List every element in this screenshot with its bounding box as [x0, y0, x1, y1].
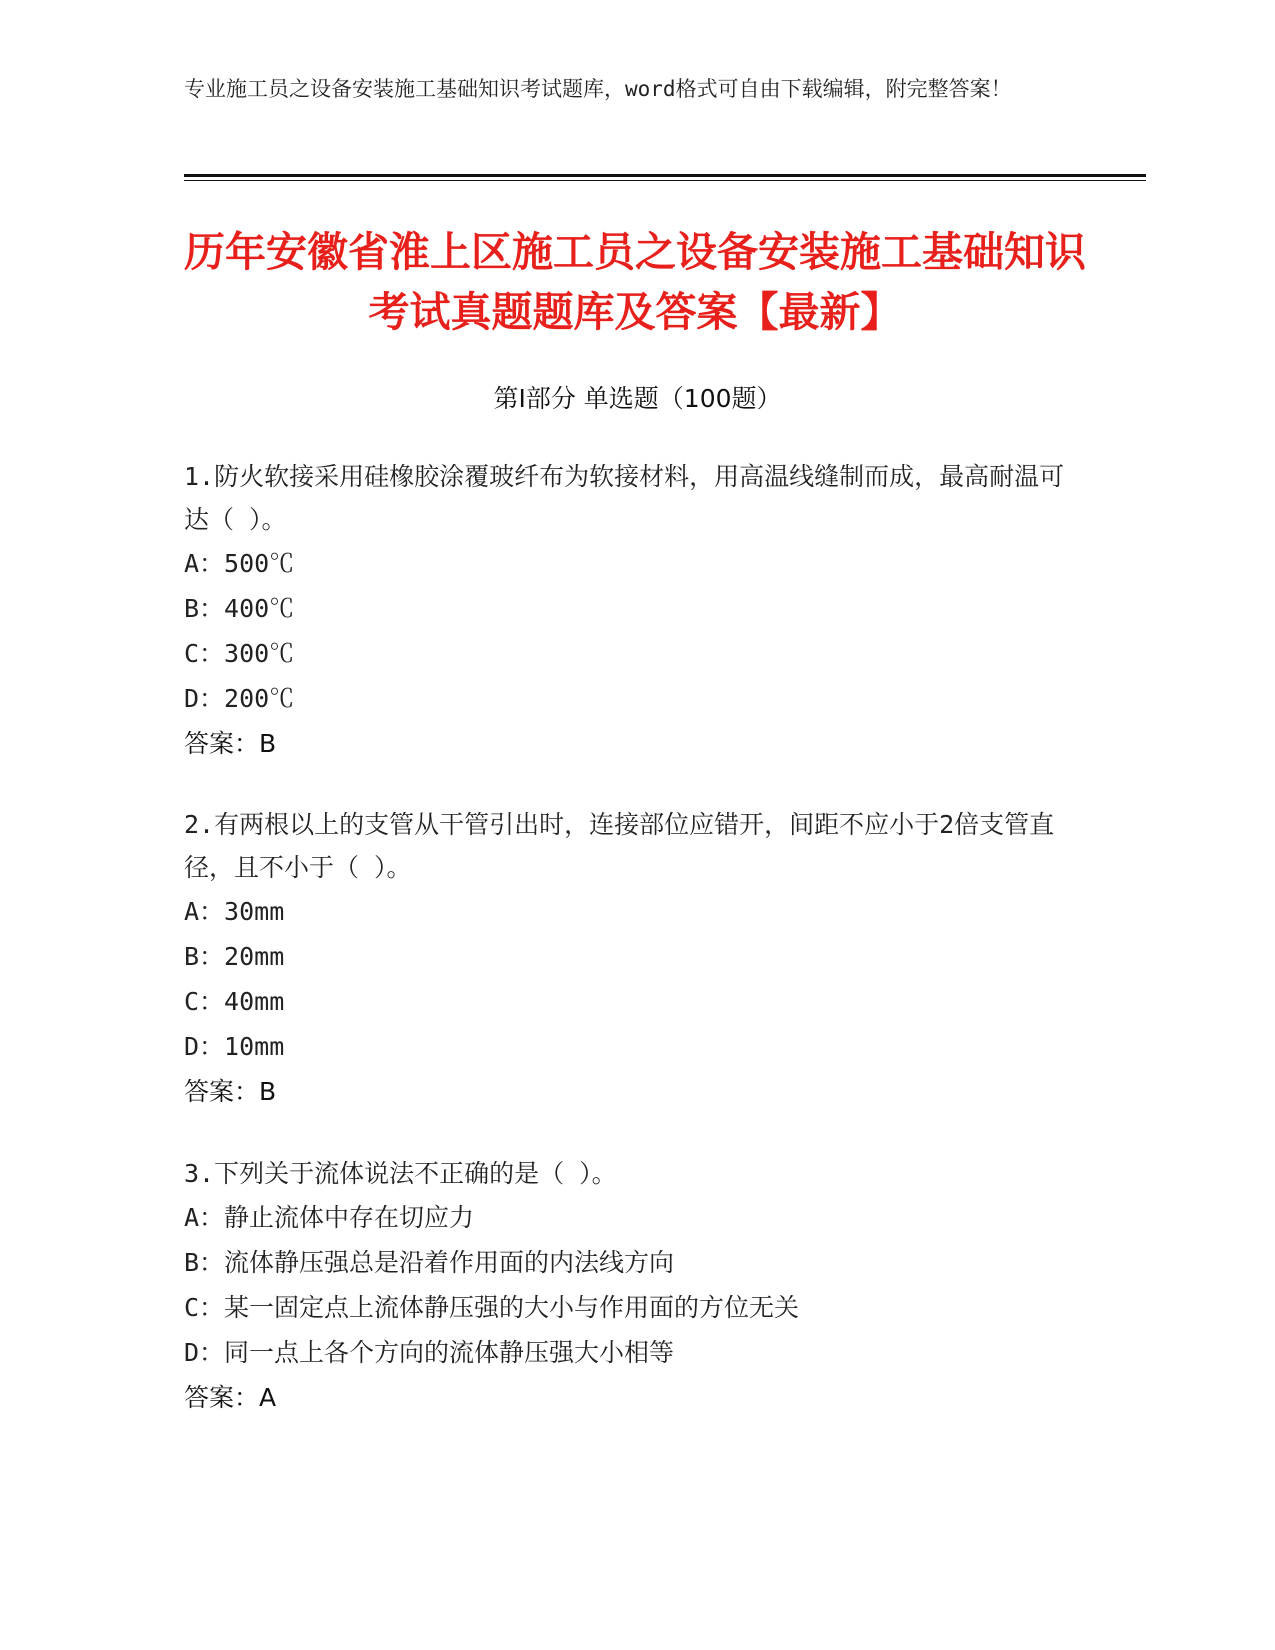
answer: 答案：B [184, 729, 277, 758]
question-stem: 1.防火软接采用硅橡胶涂覆玻纤布为软接材料，用高温线缝制而成，最高耐温可达（ ）。 [184, 462, 1065, 534]
option-b: B：400℃ [184, 594, 295, 623]
question-1 [184, 455, 1084, 766]
option-d: D：同一点上各个方向的流体静压强大小相等 [184, 1338, 675, 1367]
question-stem: 3.下列关于流体说法不正确的是（ ）。 [184, 1159, 617, 1188]
document-title: 历年安徽省淮上区施工员之设备安装施工基础知识考试真题题库及答案【最新】 [184, 228, 1086, 336]
question-stem: 2.有两根以上的支管从干管引出时，连接部位应错开，间距不应小于2倍支管直径，且不小于（ ）。 [184, 810, 1055, 882]
option-c: C：40mm [184, 987, 285, 1016]
option-b: B：20mm [184, 942, 285, 971]
option-d: D：200℃ [184, 684, 295, 713]
option-c: C：某一固定点上流体静压强的大小与作用面的方位无关 [184, 1293, 800, 1322]
question-2 [184, 803, 1084, 1114]
section-heading: 第I部分 单选题（100题） [493, 384, 782, 413]
question-3 [184, 1152, 1084, 1420]
option-d: D：10mm [184, 1032, 285, 1061]
option-a: A：500℃ [184, 549, 295, 578]
option-a: A：静止流体中存在切应力 [184, 1203, 475, 1232]
answer: 答案：B [184, 1077, 277, 1106]
header-divider [184, 174, 1146, 181]
header-note: 专业施工员之设备安装施工基础知识考试题库，word格式可自由下载编辑，附完整答案！ [184, 77, 1012, 101]
answer: 答案：A [184, 1383, 277, 1412]
option-a: A：30mm [184, 897, 285, 926]
option-b: B：流体静压强总是沿着作用面的内法线方向 [184, 1248, 675, 1277]
option-c: C：300℃ [184, 639, 295, 668]
